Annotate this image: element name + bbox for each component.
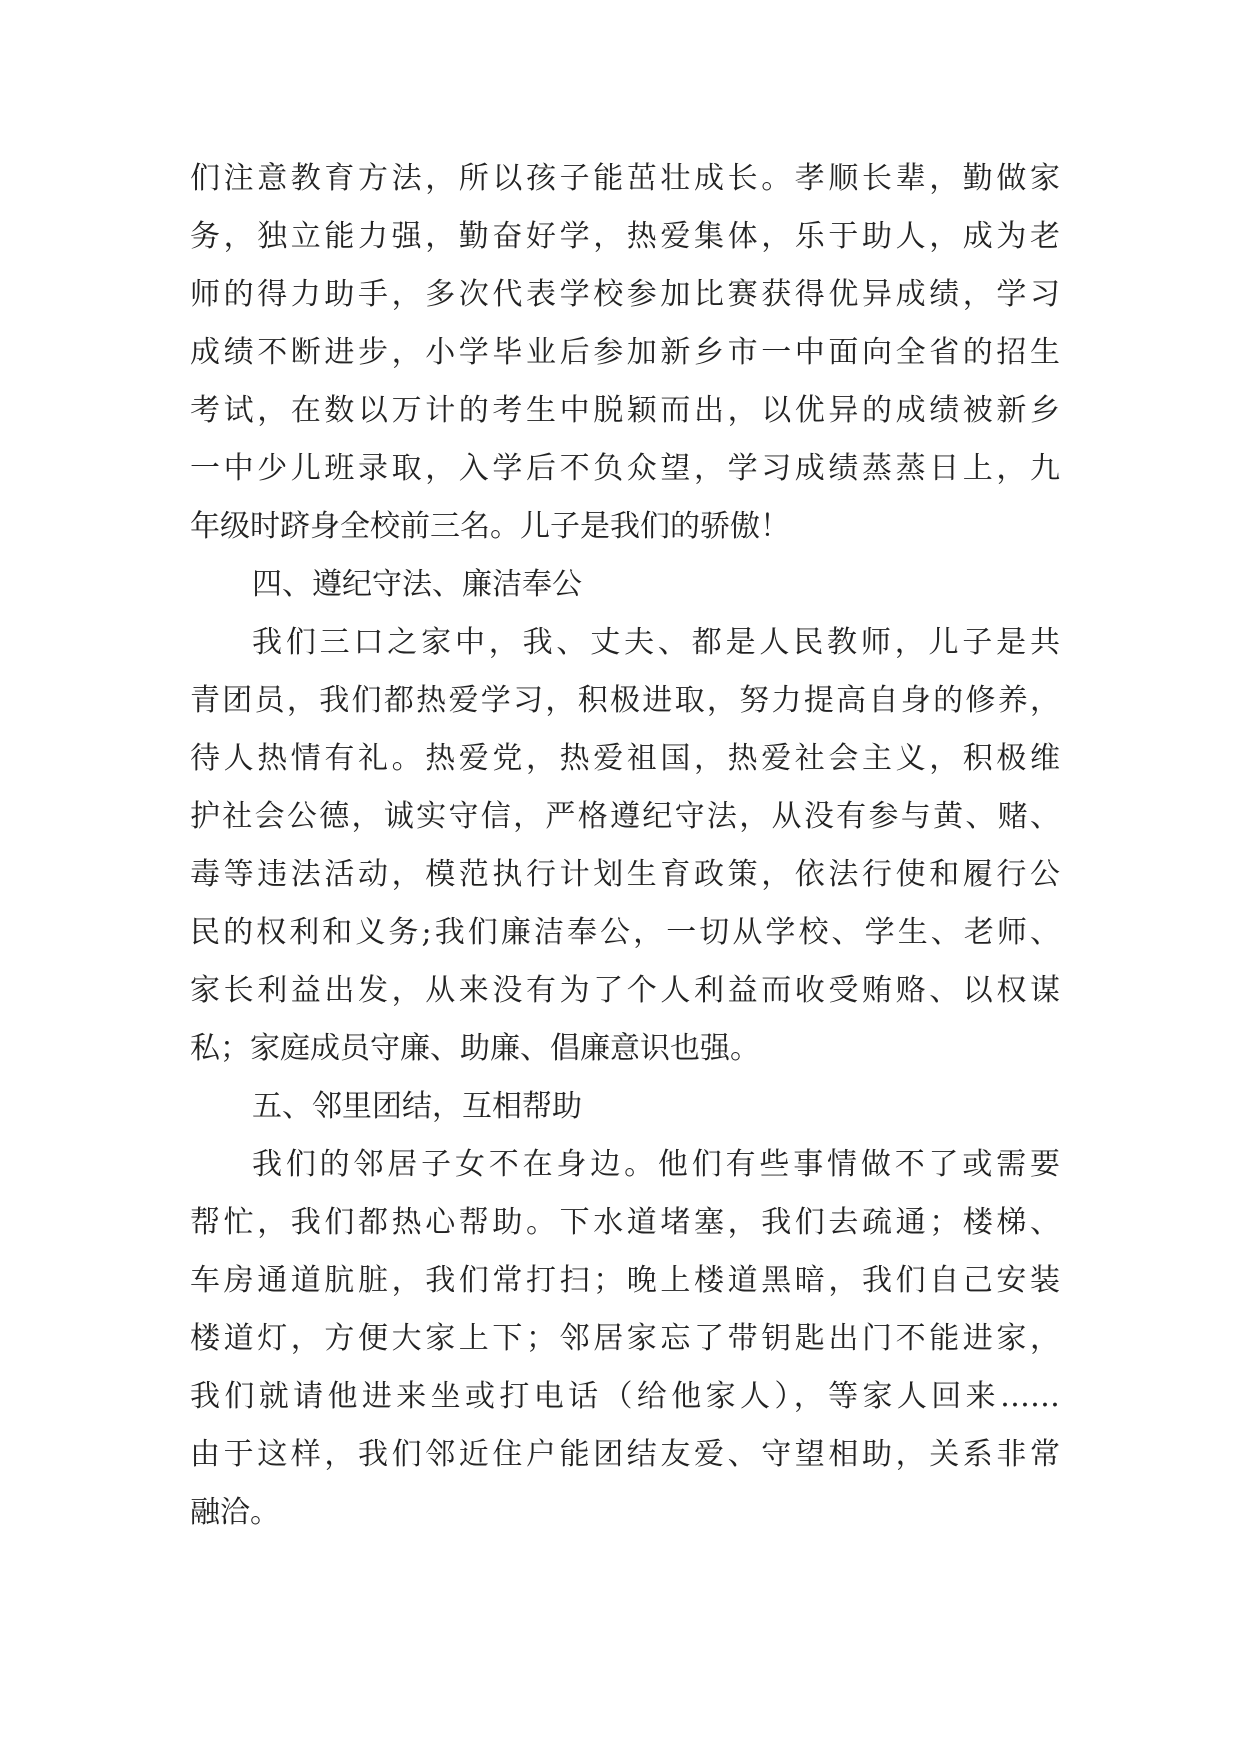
text-line: 五、邻里团结，互相帮助 <box>252 1089 582 1124</box>
text-line: 年级时跻身全校前三名。儿子是我们的骄傲！ <box>190 509 790 544</box>
text-line: 待人热情有礼。热爱党，热爱祖国，热爱社会主义，积极维 <box>190 741 1060 776</box>
text-line: 我们的邻居子女不在身边。他们有些事情做不了或需要 <box>252 1147 1060 1182</box>
text-line: 由于这样，我们邻近住户能团结友爱、守望相助，关系非常 <box>190 1437 1060 1472</box>
text-line: 一中少儿班录取，入学后不负众望，学习成绩蒸蒸日上，九 <box>190 451 1060 486</box>
text-line: 楼道灯，方便大家上下；邻居家忘了带钥匙出门不能进家， <box>190 1321 1060 1356</box>
text-line: 毒等违法活动，模范执行计划生育政策，依法行使和履行公 <box>190 857 1060 892</box>
text-line: 考试，在数以万计的考生中脱颖而出，以优异的成绩被新乡 <box>190 393 1060 428</box>
text-line: 四、遵纪守法、廉洁奉公 <box>252 567 582 602</box>
document-body <box>190 150 1060 1542</box>
text-line: 们注意教育方法，所以孩子能茁壮成长。孝顺长辈，勤做家 <box>190 161 1060 196</box>
text-line: 车房通道肮脏，我们常打扫；晚上楼道黑暗，我们自己安装 <box>190 1263 1060 1298</box>
text-line: 民的权利和义务;我们廉洁奉公，一切从学校、学生、老师、 <box>190 915 1060 950</box>
text-line: 师的得力助手，多次代表学校参加比赛获得优异成绩，学习 <box>190 277 1060 312</box>
text-line: 家长利益出发，从来没有为了个人利益而收受贿赂、以权谋 <box>190 973 1060 1008</box>
text-line: 帮忙，我们都热心帮助。下水道堵塞，我们去疏通；楼梯、 <box>190 1205 1060 1240</box>
text-line: 我们三口之家中，我、丈夫、都是人民教师，儿子是共 <box>252 625 1060 660</box>
text-line: 我们就请他进来坐或打电话（给他家人），等家人回来…… <box>190 1379 1060 1414</box>
text-line: 青团员，我们都热爱学习，积极进取，努力提高自身的修养， <box>190 683 1060 718</box>
text-line: 私；家庭成员守廉、助廉、倡廉意识也强。 <box>190 1031 760 1066</box>
text-line: 护社会公德，诚实守信，严格遵纪守法，从没有参与黄、赌、 <box>190 799 1060 834</box>
text-line: 成绩不断进步，小学毕业后参加新乡市一中面向全省的招生 <box>190 335 1060 370</box>
text-line: 融洽。 <box>190 1495 280 1530</box>
text-line: 务，独立能力强，勤奋好学，热爱集体，乐于助人，成为老 <box>190 219 1060 254</box>
